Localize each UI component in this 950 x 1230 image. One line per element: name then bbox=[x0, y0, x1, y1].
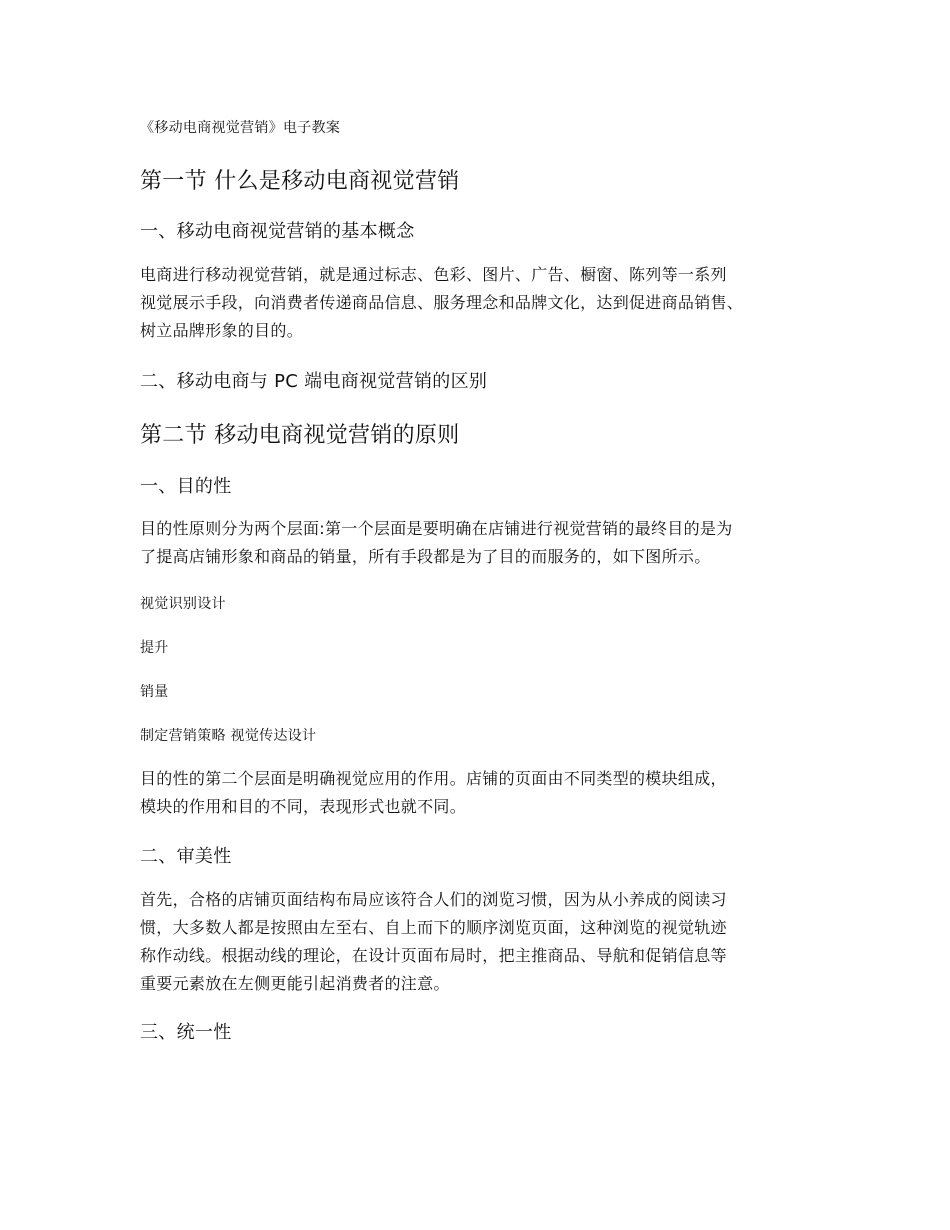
paragraph-line: 目的性原则分为两个层面:第一个层面是要明确在店铺进行视觉营销的最终目的是为 bbox=[140, 519, 733, 538]
section-2-sub-1-paragraph-1 bbox=[140, 515, 733, 571]
section-2-sub-3-heading: 三、统一性 bbox=[140, 1022, 232, 1043]
section-2-sub-1-paragraph-2 bbox=[140, 765, 727, 821]
paragraph-line: 首先，合格的店铺页面结构布局应该符合人们的浏览习惯，因为从小养成的阅读习 bbox=[140, 890, 727, 909]
figure-label-sales: 销量 bbox=[140, 684, 169, 700]
section-2-sub-2-heading: 二、审美性 bbox=[140, 846, 232, 867]
paragraph-line: 模块的作用和目的不同，表现形式也就不同。 bbox=[140, 797, 467, 816]
paragraph-line: 电商进行移动视觉营销，就是通过标志、色彩、图片、广告、橱窗、陈列等一系列 bbox=[140, 265, 727, 284]
paragraph-line: 视觉展示手段，向消费者传递商品信息、服务理念和品牌文化，达到促进商品销售、 bbox=[140, 293, 744, 312]
paragraph-line: 惯，大多数人都是按照由左至右、自上而下的顺序浏览页面，这种浏览的视觉轨迹 bbox=[140, 918, 727, 937]
section-1-heading: 第一节 什么是移动电商视觉营销 bbox=[140, 169, 460, 194]
figure-label-visual-identity: 视觉识别设计 bbox=[140, 596, 226, 612]
section-1-sub-1-heading: 一、移动电商视觉营销的基本概念 bbox=[140, 221, 415, 242]
figure-label-strategy: 制定营销策略 视觉传达设计 bbox=[140, 728, 317, 744]
section-1-sub-2-heading: 二、移动电商与 PC 端电商视觉营销的区别 bbox=[140, 371, 488, 392]
paragraph-line: 称作动线。根据动线的理论，在设计页面布局时，把主推商品、导航和促销信息等 bbox=[140, 946, 727, 965]
paragraph-line: 重要元素放在左侧更能引起消费者的注意。 bbox=[140, 974, 450, 993]
paragraph-line: 了提高店铺形象和商品的销量，所有手段都是为了目的而服务的，如下图所示。 bbox=[140, 547, 711, 566]
paragraph-line: 目的性的第二个层面是明确视觉应用的作用。店铺的页面由不同类型的模块组成， bbox=[140, 769, 727, 788]
paragraph-line: 树立品牌形象的目的。 bbox=[140, 321, 304, 340]
figure-label-improve: 提升 bbox=[140, 640, 169, 656]
document-title: 《移动电商视觉营销》电子教案 bbox=[140, 120, 341, 136]
section-2-heading: 第二节 移动电商视觉营销的原则 bbox=[140, 423, 460, 448]
section-2-sub-1-heading: 一、目的性 bbox=[140, 476, 232, 497]
section-2-sub-2-paragraph bbox=[140, 886, 727, 998]
section-1-sub-1-paragraph bbox=[140, 261, 743, 345]
